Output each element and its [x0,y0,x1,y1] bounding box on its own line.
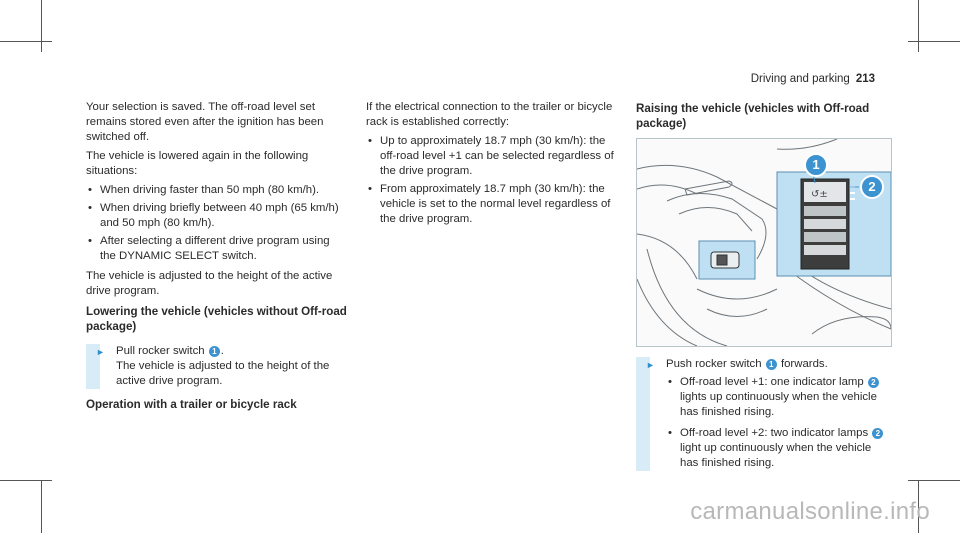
section-heading: Lowering the vehicle (vehicles without Off-road package) [86,305,347,333]
column-right [636,100,892,135]
callout-2-badge: 2 [860,175,884,199]
crop-mark [0,41,52,42]
crop-mark [41,481,42,533]
step-bar [636,357,655,471]
list-item: • When driving faster than 50 mph (80 km/h). [86,183,348,198]
bullet-text: light up continuously when the vehicle has finished rising. [680,442,872,469]
bullet-text: Off-road level +1: one indicator lamp [680,376,864,388]
bullet-text: Off-road level +2: two indicator lamps [680,427,869,439]
page-number: 213 [855,73,875,85]
arrow-icon: ► [96,347,105,357]
crop-mark [41,0,42,52]
crop-mark [908,480,960,481]
section-heading: Raising the vehicle (vehicles with Off-road package) [636,102,870,130]
paragraph: The vehicle is adjusted to the height of the active drive program. [86,270,333,297]
step-action: Push rocker switch [666,358,762,370]
crop-mark [918,0,919,52]
paragraph: The vehicle is lowered again in the following situations: [86,150,309,177]
arrow-icon: ► [646,360,655,370]
callout-1-icon: 1 [766,359,777,370]
step-action-end: forwards. [780,358,828,370]
crop-mark [908,41,960,42]
svg-text:↺±: ↺± [811,189,828,200]
bullet-list [366,134,622,227]
column-middle [366,100,622,232]
step-body: Pull rocker switch 1 . The vehicle is adjusted to the height of the active drive program. [116,345,330,387]
bullet-list [86,183,348,264]
paragraph: If the electrical connection to the trailer or bicycle rack is established correctly: [366,101,613,128]
step-result: The vehicle is adjusted to the height of the active drive program. [116,360,330,387]
step-bar [86,344,105,389]
list-item: • When driving briefly between 40 mph (65 km/h) and 50 mph (80 km/h). [86,201,348,231]
section-heading: Operation with a trailer or bicycle rack [86,398,297,411]
page-header [751,72,875,87]
section-title: Driving and parking [750,73,850,85]
step-body [650,357,892,471]
step-line [666,357,892,372]
instruction-step [86,344,348,389]
callout-1-badge: 1 [804,153,828,177]
watermark: carmanualsonline.info [690,498,930,525]
list-item [666,426,892,471]
instruction-step [636,357,892,471]
callout-2-icon: 2 [868,377,879,388]
console-illustration [636,138,892,347]
callout-1-icon: 1 [209,346,220,357]
callout-2-icon: 2 [872,428,883,439]
list-item: • After selecting a different drive program using the DYNAMIC SELECT switch. [86,234,348,264]
list-item: • From approximately 18.7 mph (30 km/h): the vehicle is set to the normal level regardless of the drive program. [366,182,622,227]
bullet-text: lights up continuously when the vehicle has finished rising. [680,391,877,418]
step-action: Pull rocker switch [116,345,205,357]
list-item [666,375,892,420]
list-item: • Up to approximately 18.7 mph (30 km/h): the off-road level +1 can be selected regardless of the drive program. [366,134,622,179]
console-drawing [637,139,891,346]
crop-mark [0,480,52,481]
column-left [86,100,348,416]
bullet-list [666,375,892,471]
paragraph: Your selection is saved. The off-road level set remains stored even after the ignition has been switched off. [86,101,324,143]
